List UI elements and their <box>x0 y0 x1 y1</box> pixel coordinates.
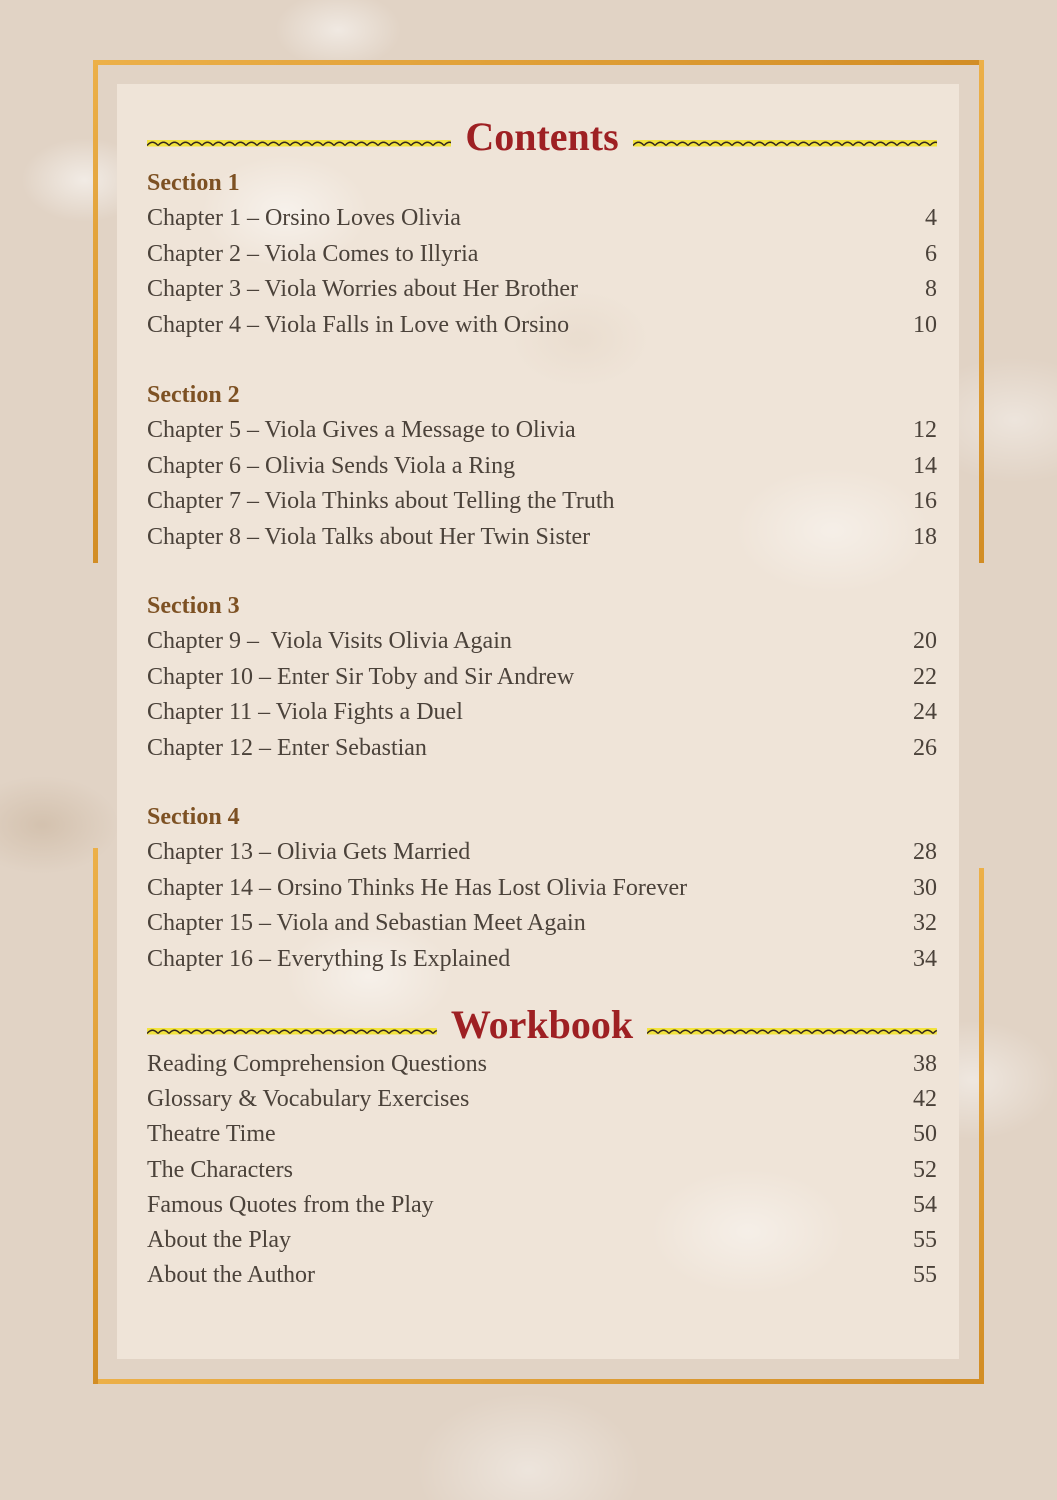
toc-row <box>147 624 937 660</box>
chapter-label: Chapter 15 – Viola and Sebastian Meet Again <box>147 910 586 936</box>
workbook-item-label: The Characters <box>147 1156 293 1183</box>
chapter-label: Chapter 13 – Olivia Gets Married <box>147 839 471 865</box>
toc-row <box>147 871 937 907</box>
workbook-item-label: Glossary & Vocabulary Exercises <box>147 1086 470 1113</box>
section-heading: Section 4 <box>147 804 240 830</box>
squiggle-rule-right <box>633 137 937 149</box>
chapter-label: Chapter 3 – Viola Worries about Her Brother <box>147 276 578 302</box>
page-number: 30 <box>913 874 937 901</box>
chapter-label: Chapter 7 – Viola Thinks about Telling the Truth <box>147 488 615 514</box>
section-heading: Section 1 <box>147 170 240 196</box>
workbook-title: Workbook <box>450 1002 634 1047</box>
toc-section-3 <box>147 588 937 766</box>
toc-row <box>147 835 937 871</box>
page-number: 54 <box>913 1191 937 1218</box>
workbook-item-label: Famous Quotes from the Play <box>147 1191 434 1218</box>
page-number: 52 <box>913 1156 937 1183</box>
chapter-label: Chapter 4 – Viola Falls in Love with Orsino <box>147 311 570 338</box>
page-number: 16 <box>913 488 937 514</box>
gold-frame-top <box>93 60 984 65</box>
gold-frame-right-upper <box>979 60 984 563</box>
chapter-label: Chapter 9 – Viola Visits Olivia Again <box>147 628 512 654</box>
gold-frame-left-lower <box>93 848 98 1384</box>
page-number: 55 <box>913 1227 937 1254</box>
toc-row <box>147 449 937 485</box>
workbook-row <box>147 1258 937 1293</box>
page-number: 34 <box>913 945 937 972</box>
table-of-contents <box>147 111 937 1293</box>
toc-row <box>147 942 937 978</box>
chapter-label: Chapter 1 – Orsino Loves Olivia <box>147 205 461 231</box>
workbook-row <box>147 1188 937 1223</box>
gold-frame-left-upper <box>93 60 98 563</box>
page-number: 24 <box>913 699 937 725</box>
toc-section-2 <box>147 377 937 555</box>
chapter-label: Chapter 8 – Viola Talks about Her Twin Sister <box>147 523 591 550</box>
page-number: 18 <box>913 523 937 550</box>
chapter-label: Chapter 10 – Enter Sir Toby and Sir Andrew <box>147 663 575 690</box>
toc-row <box>147 308 937 344</box>
toc-section-1 <box>147 165 937 343</box>
toc-row <box>147 237 937 273</box>
toc-row <box>147 906 937 942</box>
toc-row <box>147 272 937 308</box>
chapter-label: Chapter 14 – Orsino Thinks He Has Lost Olivia Forever <box>147 874 688 901</box>
section-heading: Section 3 <box>147 593 240 619</box>
contents-header <box>147 111 937 163</box>
page-number: 38 <box>913 1051 937 1077</box>
page-number: 22 <box>913 663 937 690</box>
workbook-item-label: About the Play <box>147 1227 291 1254</box>
page-number: 42 <box>913 1086 937 1113</box>
workbook-list <box>147 1047 937 1293</box>
workbook-item-label: About the Author <box>147 1262 315 1289</box>
chapter-label: Chapter 16 – Everything Is Explained <box>147 945 511 972</box>
workbook-row <box>147 1153 937 1188</box>
workbook-row <box>147 1047 937 1082</box>
workbook-header <box>147 999 937 1051</box>
page-number: 10 <box>913 311 937 338</box>
page-number: 50 <box>913 1121 937 1148</box>
chapter-label: Chapter 11 – Viola Fights a Duel <box>147 699 463 725</box>
page-number: 6 <box>925 240 937 267</box>
toc-row <box>147 413 937 449</box>
page-number: 12 <box>913 417 937 443</box>
toc-row <box>147 660 937 696</box>
workbook-row <box>147 1117 937 1152</box>
squiggle-rule-left <box>147 1025 437 1037</box>
toc-row <box>147 695 937 731</box>
toc-row <box>147 484 937 520</box>
squiggle-rule-left <box>147 137 451 149</box>
squiggle-rule-right <box>647 1025 937 1037</box>
gold-frame-bottom <box>93 1379 984 1384</box>
page-number: 26 <box>913 734 937 761</box>
workbook-item-label: Reading Comprehension Questions <box>147 1051 487 1077</box>
workbook-row <box>147 1082 937 1117</box>
page-number: 28 <box>913 839 937 865</box>
section-heading: Section 2 <box>147 382 240 408</box>
page-number: 32 <box>913 910 937 936</box>
toc-section-4 <box>147 799 937 977</box>
workbook-item-label: Theatre Time <box>147 1121 276 1148</box>
page-number: 8 <box>925 276 937 302</box>
chapter-label: Chapter 12 – Enter Sebastian <box>147 734 427 761</box>
page-number: 14 <box>913 452 937 479</box>
page-number: 55 <box>913 1262 937 1289</box>
toc-row <box>147 520 937 556</box>
toc-row <box>147 731 937 767</box>
chapter-label: Chapter 6 – Olivia Sends Viola a Ring <box>147 452 516 479</box>
workbook-row <box>147 1223 937 1258</box>
page-title: Contents <box>465 114 619 159</box>
chapter-label: Chapter 5 – Viola Gives a Message to Olivia <box>147 417 576 443</box>
gold-frame-right-lower <box>979 868 984 1384</box>
page-number: 4 <box>925 205 937 231</box>
toc-row <box>147 201 937 237</box>
chapter-label: Chapter 2 – Viola Comes to Illyria <box>147 240 479 267</box>
page-number: 20 <box>913 628 937 654</box>
